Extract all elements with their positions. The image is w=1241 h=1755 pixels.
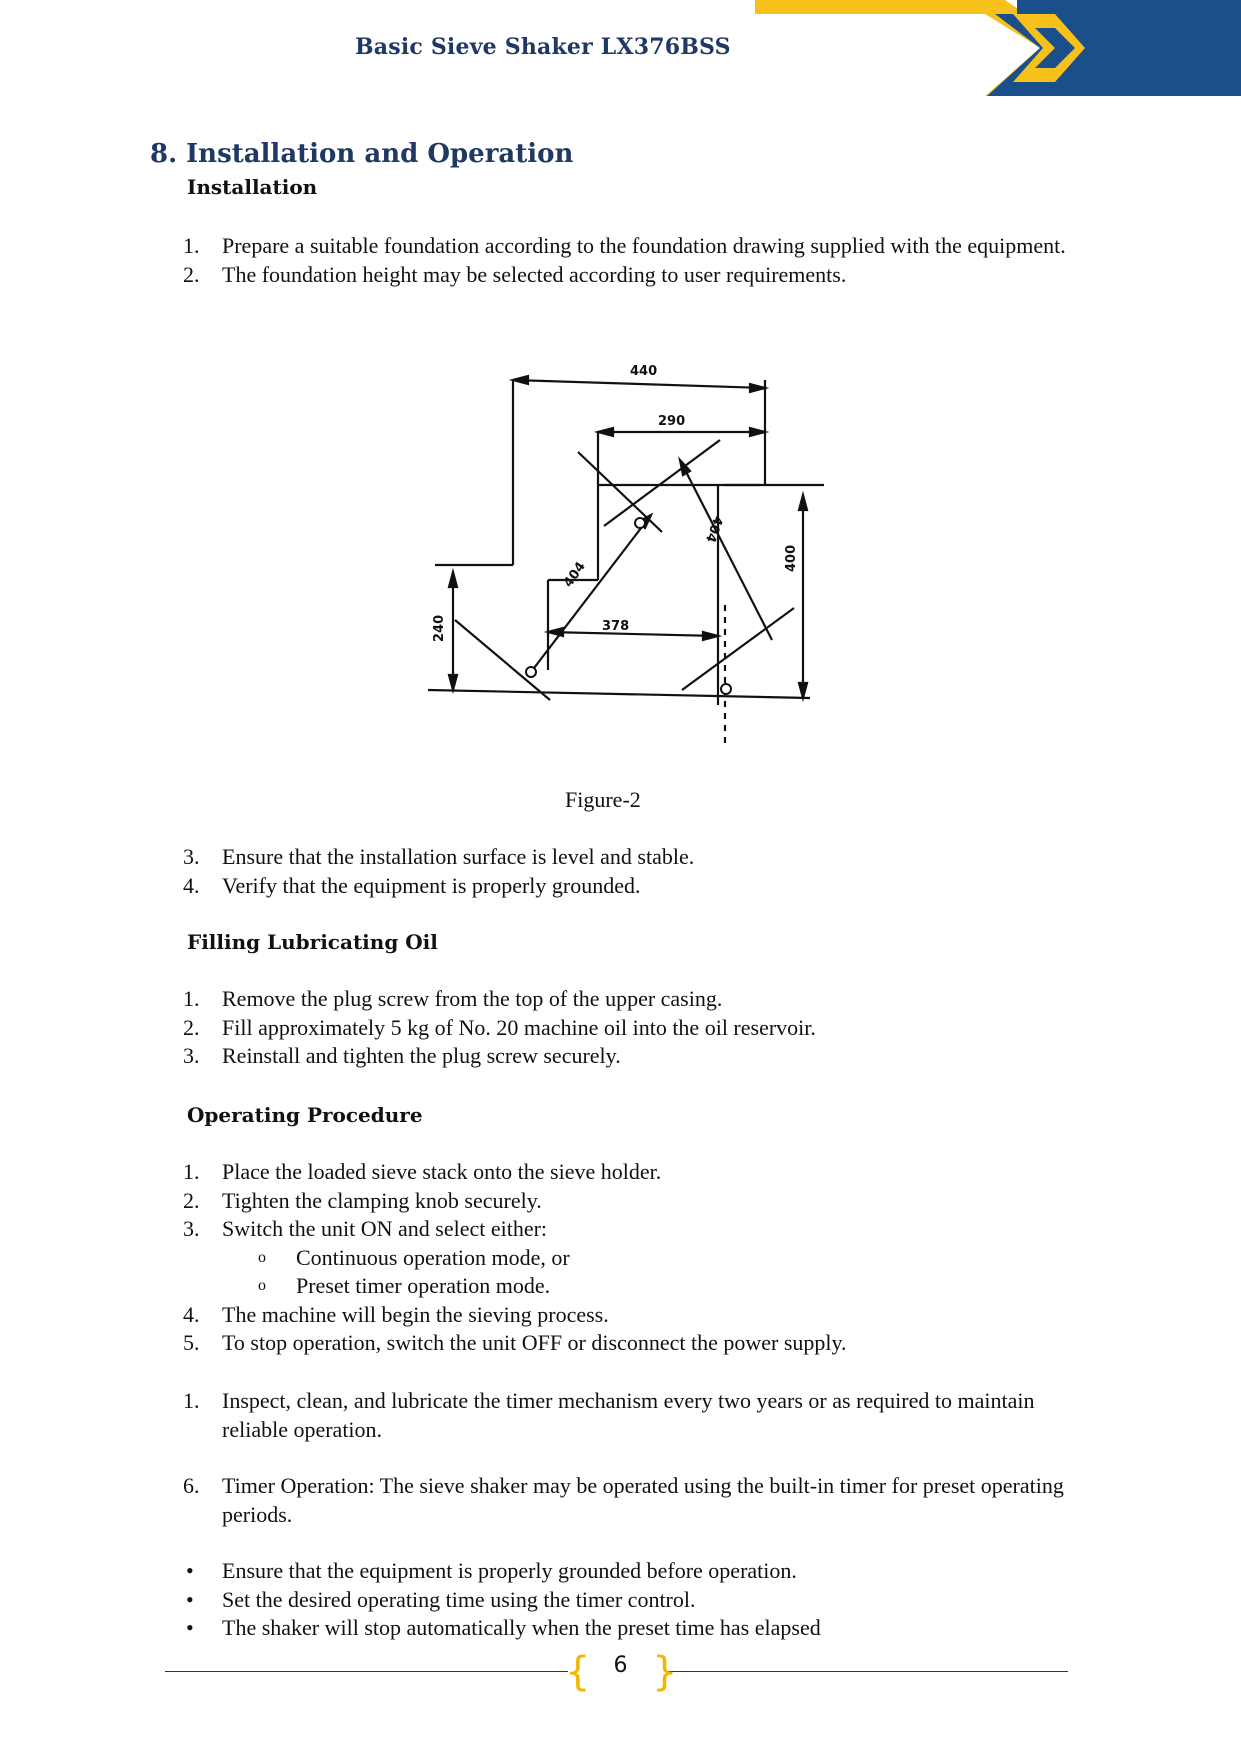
list-item-text: Inspect, clean, and lubricate the timer mechanism every two years or as required to maintain reliable operation. <box>222 1388 1035 1442</box>
dimension-label: 290 <box>658 414 686 429</box>
list-item-text: The foundation height may be selected according to user requirements. <box>222 261 847 287</box>
list-item-text: Ensure that the installation surface is level and stable. <box>222 844 695 869</box>
timer-bullets <box>0 1557 1092 1643</box>
footer-brace-open: { <box>565 1649 591 1695</box>
list-item-text: Ensure that the equipment is properly grounded before operation. <box>222 1558 797 1583</box>
installation-steps-b <box>0 843 1092 900</box>
list-item <box>0 843 1092 872</box>
list-marker: 1. <box>183 1388 200 1413</box>
operating-steps <box>0 1158 1166 1358</box>
list-item-text: Verify that the equipment is properly grounded. <box>222 872 641 898</box>
section-number: 8. <box>150 139 178 169</box>
operating-heading: Operating Procedure <box>187 1103 423 1127</box>
list-item-text: Tighten the clamping knob securely. <box>222 1187 542 1213</box>
list-item <box>0 1387 1092 1444</box>
list-marker: 4. <box>183 1301 200 1327</box>
list-marker: 3. <box>183 1043 200 1068</box>
dimension-label: 404 <box>560 559 589 591</box>
bullet-marker: • <box>186 1558 194 1583</box>
list-item <box>0 1014 1092 1043</box>
dimension-label: 378 <box>602 619 630 634</box>
list-item <box>0 1557 1092 1586</box>
list-item-text: Timer Operation: The sieve shaker may be operated using the built-in timer for preset operating periods. <box>222 1473 1064 1527</box>
list-item <box>0 1329 1092 1358</box>
list-item-text: Fill approximately 5 kg of No. 20 machine oil into the oil reservoir. <box>222 1014 816 1040</box>
list-item-text: Switch the unit ON and select either: <box>222 1216 548 1241</box>
page-number: 6 <box>613 1653 628 1678</box>
list-marker: 3. <box>183 1216 200 1241</box>
oil-steps <box>0 985 1092 1071</box>
list-item <box>0 1187 1092 1216</box>
list-item-text: The machine will begin the sieving process. <box>222 1301 609 1327</box>
list-item <box>0 261 1092 290</box>
section-title: Installation and Operation <box>186 139 574 169</box>
list-item-text: Place the loaded sieve stack onto the sieve holder. <box>222 1159 662 1184</box>
list-marker: 1. <box>183 233 200 258</box>
figure-caption: Figure-2 <box>565 787 641 812</box>
list-marker: 1. <box>183 986 200 1011</box>
list-marker: 5. <box>183 1330 200 1355</box>
list-marker: o <box>258 1277 266 1294</box>
timer-operation-steps <box>0 1472 1092 1529</box>
bullet-marker: • <box>186 1615 194 1640</box>
list-marker: o <box>258 1248 266 1266</box>
section-heading <box>150 139 573 169</box>
list-item <box>0 1158 1092 1187</box>
list-marker: 2. <box>183 1014 200 1040</box>
list-item <box>0 1215 1092 1244</box>
list-marker: 2. <box>183 1187 200 1213</box>
header-chevron-graphic <box>755 0 1241 96</box>
list-marker: 4. <box>183 872 200 898</box>
list-item <box>0 1472 1092 1529</box>
list-item-text: To stop operation, switch the unit OFF or disconnect the power supply. <box>222 1330 847 1355</box>
list-item <box>0 1614 1092 1643</box>
dimension-label: 440 <box>630 364 658 379</box>
list-item-text: Continuous operation mode, or <box>296 1244 570 1270</box>
list-item <box>0 872 1092 901</box>
sub-list-item <box>0 1272 1166 1301</box>
list-item-text: The shaker will stop automatically when the preset time has elapsed <box>222 1615 821 1640</box>
list-item-text: Set the desired operating time using the timer control. <box>222 1586 696 1612</box>
list-item <box>0 985 1092 1014</box>
foundation-drawing <box>340 340 880 760</box>
list-marker: 2. <box>183 261 200 287</box>
bullet-marker: • <box>186 1586 194 1612</box>
list-item-text: Remove the plug screw from the top of the upper casing. <box>222 986 723 1011</box>
footer-brace-close: } <box>652 1649 678 1695</box>
list-marker: 1. <box>183 1159 200 1184</box>
list-item-text: Preset timer operation mode. <box>296 1273 551 1298</box>
list-marker: 3. <box>183 844 200 869</box>
dimension-label: 240 <box>432 614 447 642</box>
list-item <box>0 1301 1092 1330</box>
maintenance-steps <box>0 1387 1092 1444</box>
list-item <box>0 1042 1092 1071</box>
list-item-text: Prepare a suitable foundation according to the foundation drawing supplied with the equipment. <box>222 233 1066 258</box>
list-marker: 6. <box>183 1473 200 1498</box>
dimension-label: 400 <box>784 544 799 572</box>
sub-list-item <box>0 1244 1166 1273</box>
oil-heading: Filling Lubricating Oil <box>187 930 438 954</box>
dimension-label: 404 <box>701 513 726 545</box>
list-item <box>0 1586 1092 1615</box>
installation-heading: Installation <box>187 175 318 199</box>
list-item <box>0 232 1092 261</box>
document-header-title: Basic Sieve Shaker LX376BSS <box>355 34 731 60</box>
installation-steps-a <box>0 232 1092 289</box>
list-item-text: Reinstall and tighten the plug screw securely. <box>222 1043 621 1068</box>
